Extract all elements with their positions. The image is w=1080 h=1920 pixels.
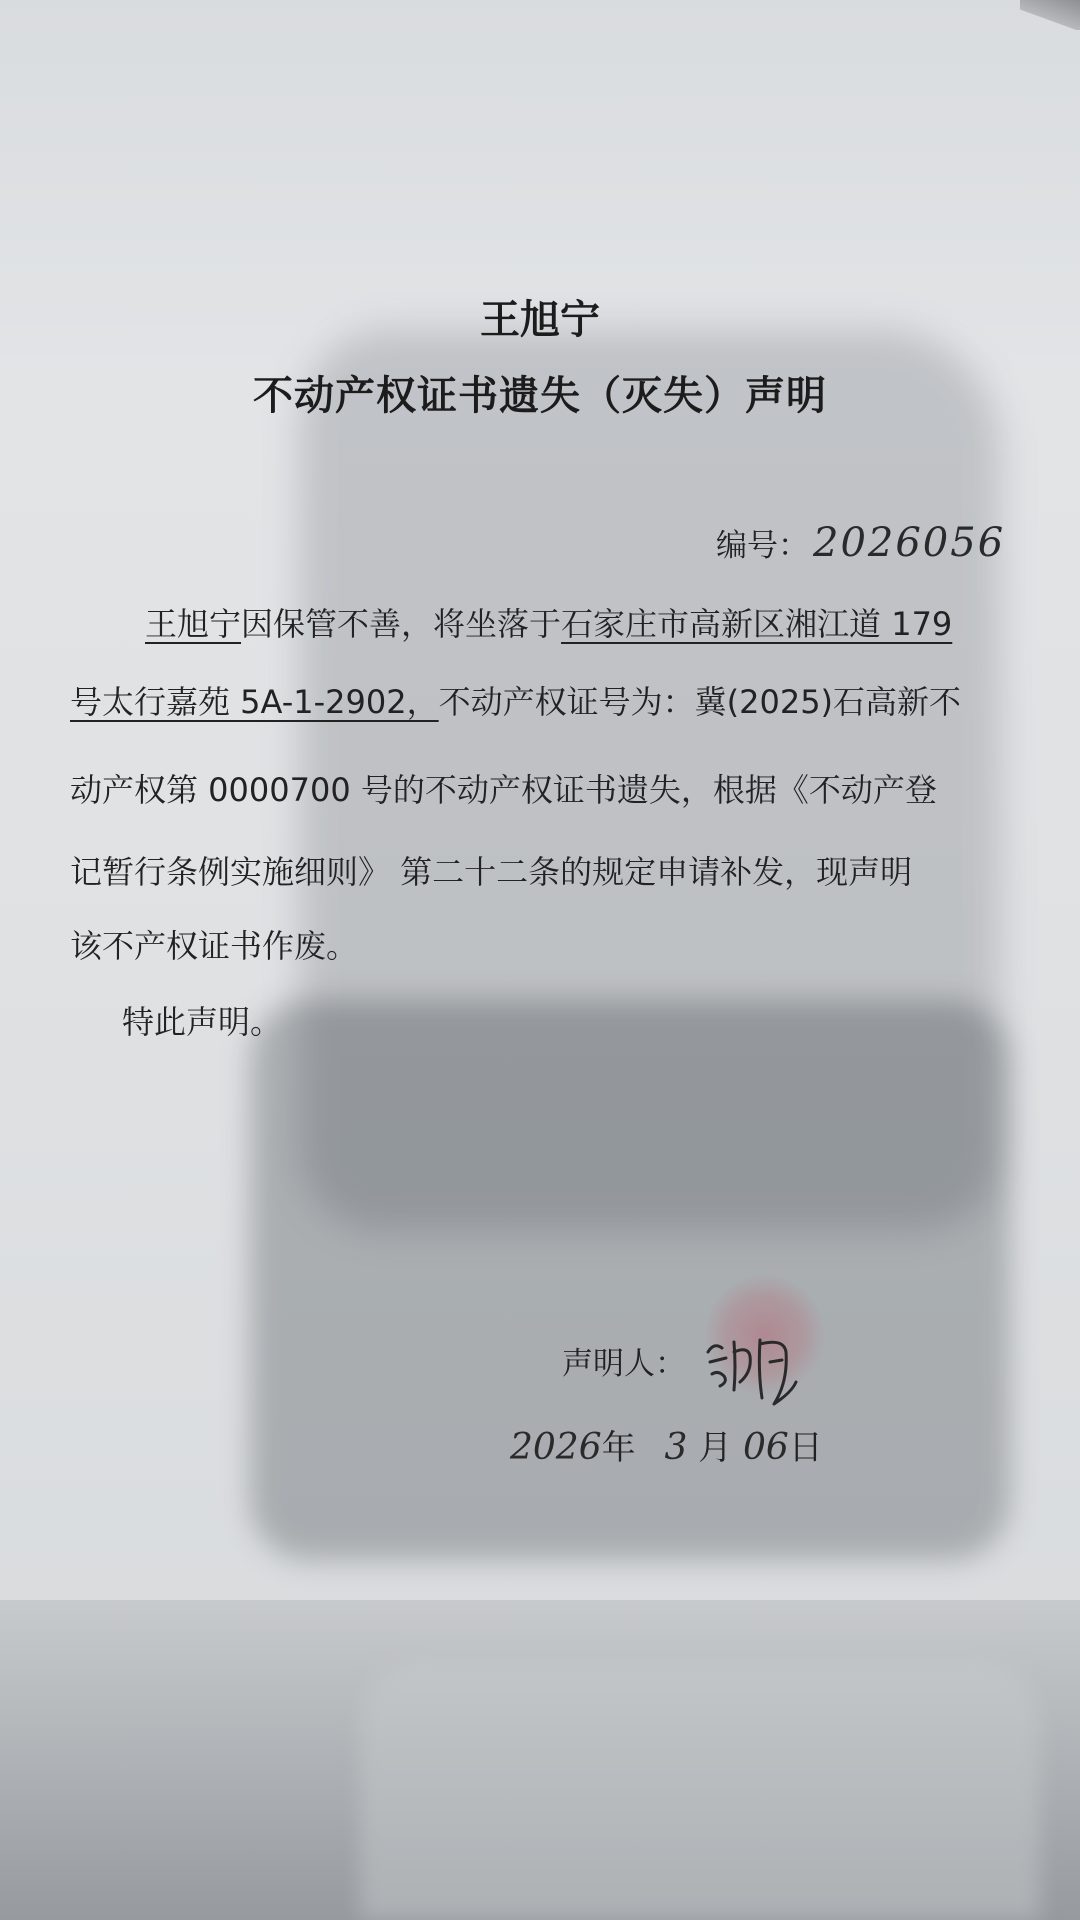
property-address: 石家庄市高新区湘江道 179	[561, 605, 953, 643]
phone-shadow-highlight	[360, 1660, 1040, 1920]
paragraph-line-2	[70, 682, 961, 722]
property-address-cont: 号太行嘉苑 5A-1-2902，	[70, 683, 439, 721]
date-day-unit: 日	[788, 1428, 823, 1468]
document-number-handwritten: 2026056	[813, 520, 1006, 566]
declarant-name-heading: 王旭宁	[480, 297, 600, 343]
paragraph-line-1	[145, 604, 952, 644]
date-month-unit: 月	[698, 1428, 733, 1468]
paragraph-line-4: 记暂行条例实施细则》 第二十二条的规定申请补发，现声明	[70, 853, 913, 891]
certificate-number-text: 不动产权证号为：冀(2025)石高新不	[438, 683, 962, 721]
declaration-date	[510, 1420, 823, 1469]
document-number-label: 编号：	[716, 528, 809, 564]
phone-shadow-middle	[250, 1000, 1010, 1560]
page-corner-fold	[1020, 0, 1080, 30]
declarant-label: 声明人：	[562, 1346, 686, 1382]
paragraph-line-3: 动产权第 0000700 号的不动产权证书遗失，根据《不动产登	[70, 771, 937, 809]
owner-name: 王旭宁	[145, 605, 242, 643]
handwritten-signature	[700, 1312, 840, 1412]
date-year-unit: 年	[601, 1428, 636, 1468]
paragraph-text: 因保管不善，将坐落于	[241, 605, 562, 643]
date-year: 2026	[510, 1427, 602, 1468]
date-month: 3	[664, 1427, 688, 1468]
closing-statement: 特此声明。	[122, 1003, 283, 1041]
document-number	[716, 520, 1005, 566]
paragraph-line-5: 该不产权证书作废。	[70, 927, 359, 965]
document-title: 不动产权证书遗失（灭失）声明	[253, 373, 827, 419]
date-day: 06	[742, 1427, 789, 1468]
